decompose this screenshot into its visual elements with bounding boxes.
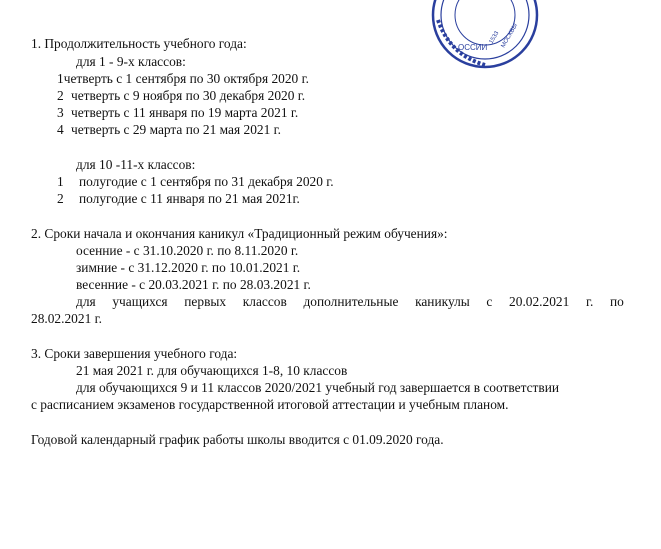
extra-holidays-line xyxy=(76,294,624,310)
word: для xyxy=(76,294,96,309)
quarter-text: четверть с 29 марта по 21 мая 2021 г. xyxy=(71,122,281,137)
word: с xyxy=(486,294,493,309)
quarter-row xyxy=(57,122,281,138)
quarter-row xyxy=(57,71,309,87)
quarter-text: четверть с 1 сентября по 30 октября 2020 г. xyxy=(63,71,309,86)
year-end-grades-9-11-cont: с расписанием экзаменов государственной итоговой аттестации и учебным планом. xyxy=(31,397,509,412)
section2-heading: 2. Сроки начала и окончания каникул «Традиционный режим обучения»: xyxy=(31,226,448,241)
stamp-text-2: МОСКВЫ xyxy=(500,22,520,49)
autumn-holidays: осенние - с 31.10.2020 г. по 8.11.2020 г. xyxy=(76,243,299,258)
half-year-number: 1 xyxy=(57,174,64,189)
word: классов xyxy=(242,294,287,309)
year-end-grades-9-11: для обучающихся 9 и 11 классов 2020/2021 учебный год завершается в соответствии xyxy=(76,380,560,395)
year-end-grades-1-8-10: 21 мая 2021 г. для обучающихся 1-8, 10 классов xyxy=(76,363,348,378)
half-year-row xyxy=(57,191,300,207)
word: дополнительные xyxy=(303,294,399,309)
winter-holidays: зимние - с 31.12.2020 г. по 10.01.2021 г. xyxy=(76,260,301,275)
word: г. xyxy=(585,294,594,309)
quarter-text: четверть с 11 января по 19 марта 2021 г. xyxy=(71,105,299,120)
grades-10-11-label: для 10 -11-х классов: xyxy=(76,157,196,172)
quarter-number: 3 xyxy=(57,105,64,120)
word: первых xyxy=(184,294,227,309)
section3-heading: 3. Сроки завершения учебного года: xyxy=(31,346,238,361)
half-year-text: полугодие с 1 сентября по 31 декабря 2020 г. xyxy=(79,174,334,189)
half-year-row xyxy=(57,174,334,190)
half-year-number: 2 xyxy=(57,191,64,206)
spring-holidays: весенние - с 20.03.2021 г. по 28.03.2021 г. xyxy=(76,277,311,292)
quarter-text: четверть с 9 ноября по 30 декабря 2020 г. xyxy=(71,88,306,103)
quarter-row xyxy=(57,88,305,104)
stamp-text-1: ОССИИ xyxy=(458,43,488,52)
grades-1-9-label: для 1 - 9-х классов: xyxy=(76,54,186,69)
section1-heading: 1. Продолжительность учебного года: xyxy=(31,36,247,51)
stamp-text-3: 1533 xyxy=(488,30,501,45)
extra-holidays-end: 28.02.2021 г. xyxy=(31,311,102,326)
word: учащихся xyxy=(112,294,168,309)
quarter-number: 4 xyxy=(57,122,64,137)
word: 20.02.2021 xyxy=(509,294,570,309)
half-year-text: полугодие с 11 января по 21 мая 2021г. xyxy=(79,191,300,206)
schedule-start-note: Годовой календарный график работы школы вводится с 01.09.2020 года. xyxy=(31,432,444,447)
quarter-number: 1 xyxy=(57,71,64,86)
word: по xyxy=(610,294,624,309)
round-seal-icon xyxy=(430,0,540,52)
quarter-row xyxy=(57,105,298,121)
word: каникулы xyxy=(415,294,470,309)
quarter-number: 2 xyxy=(57,88,64,103)
